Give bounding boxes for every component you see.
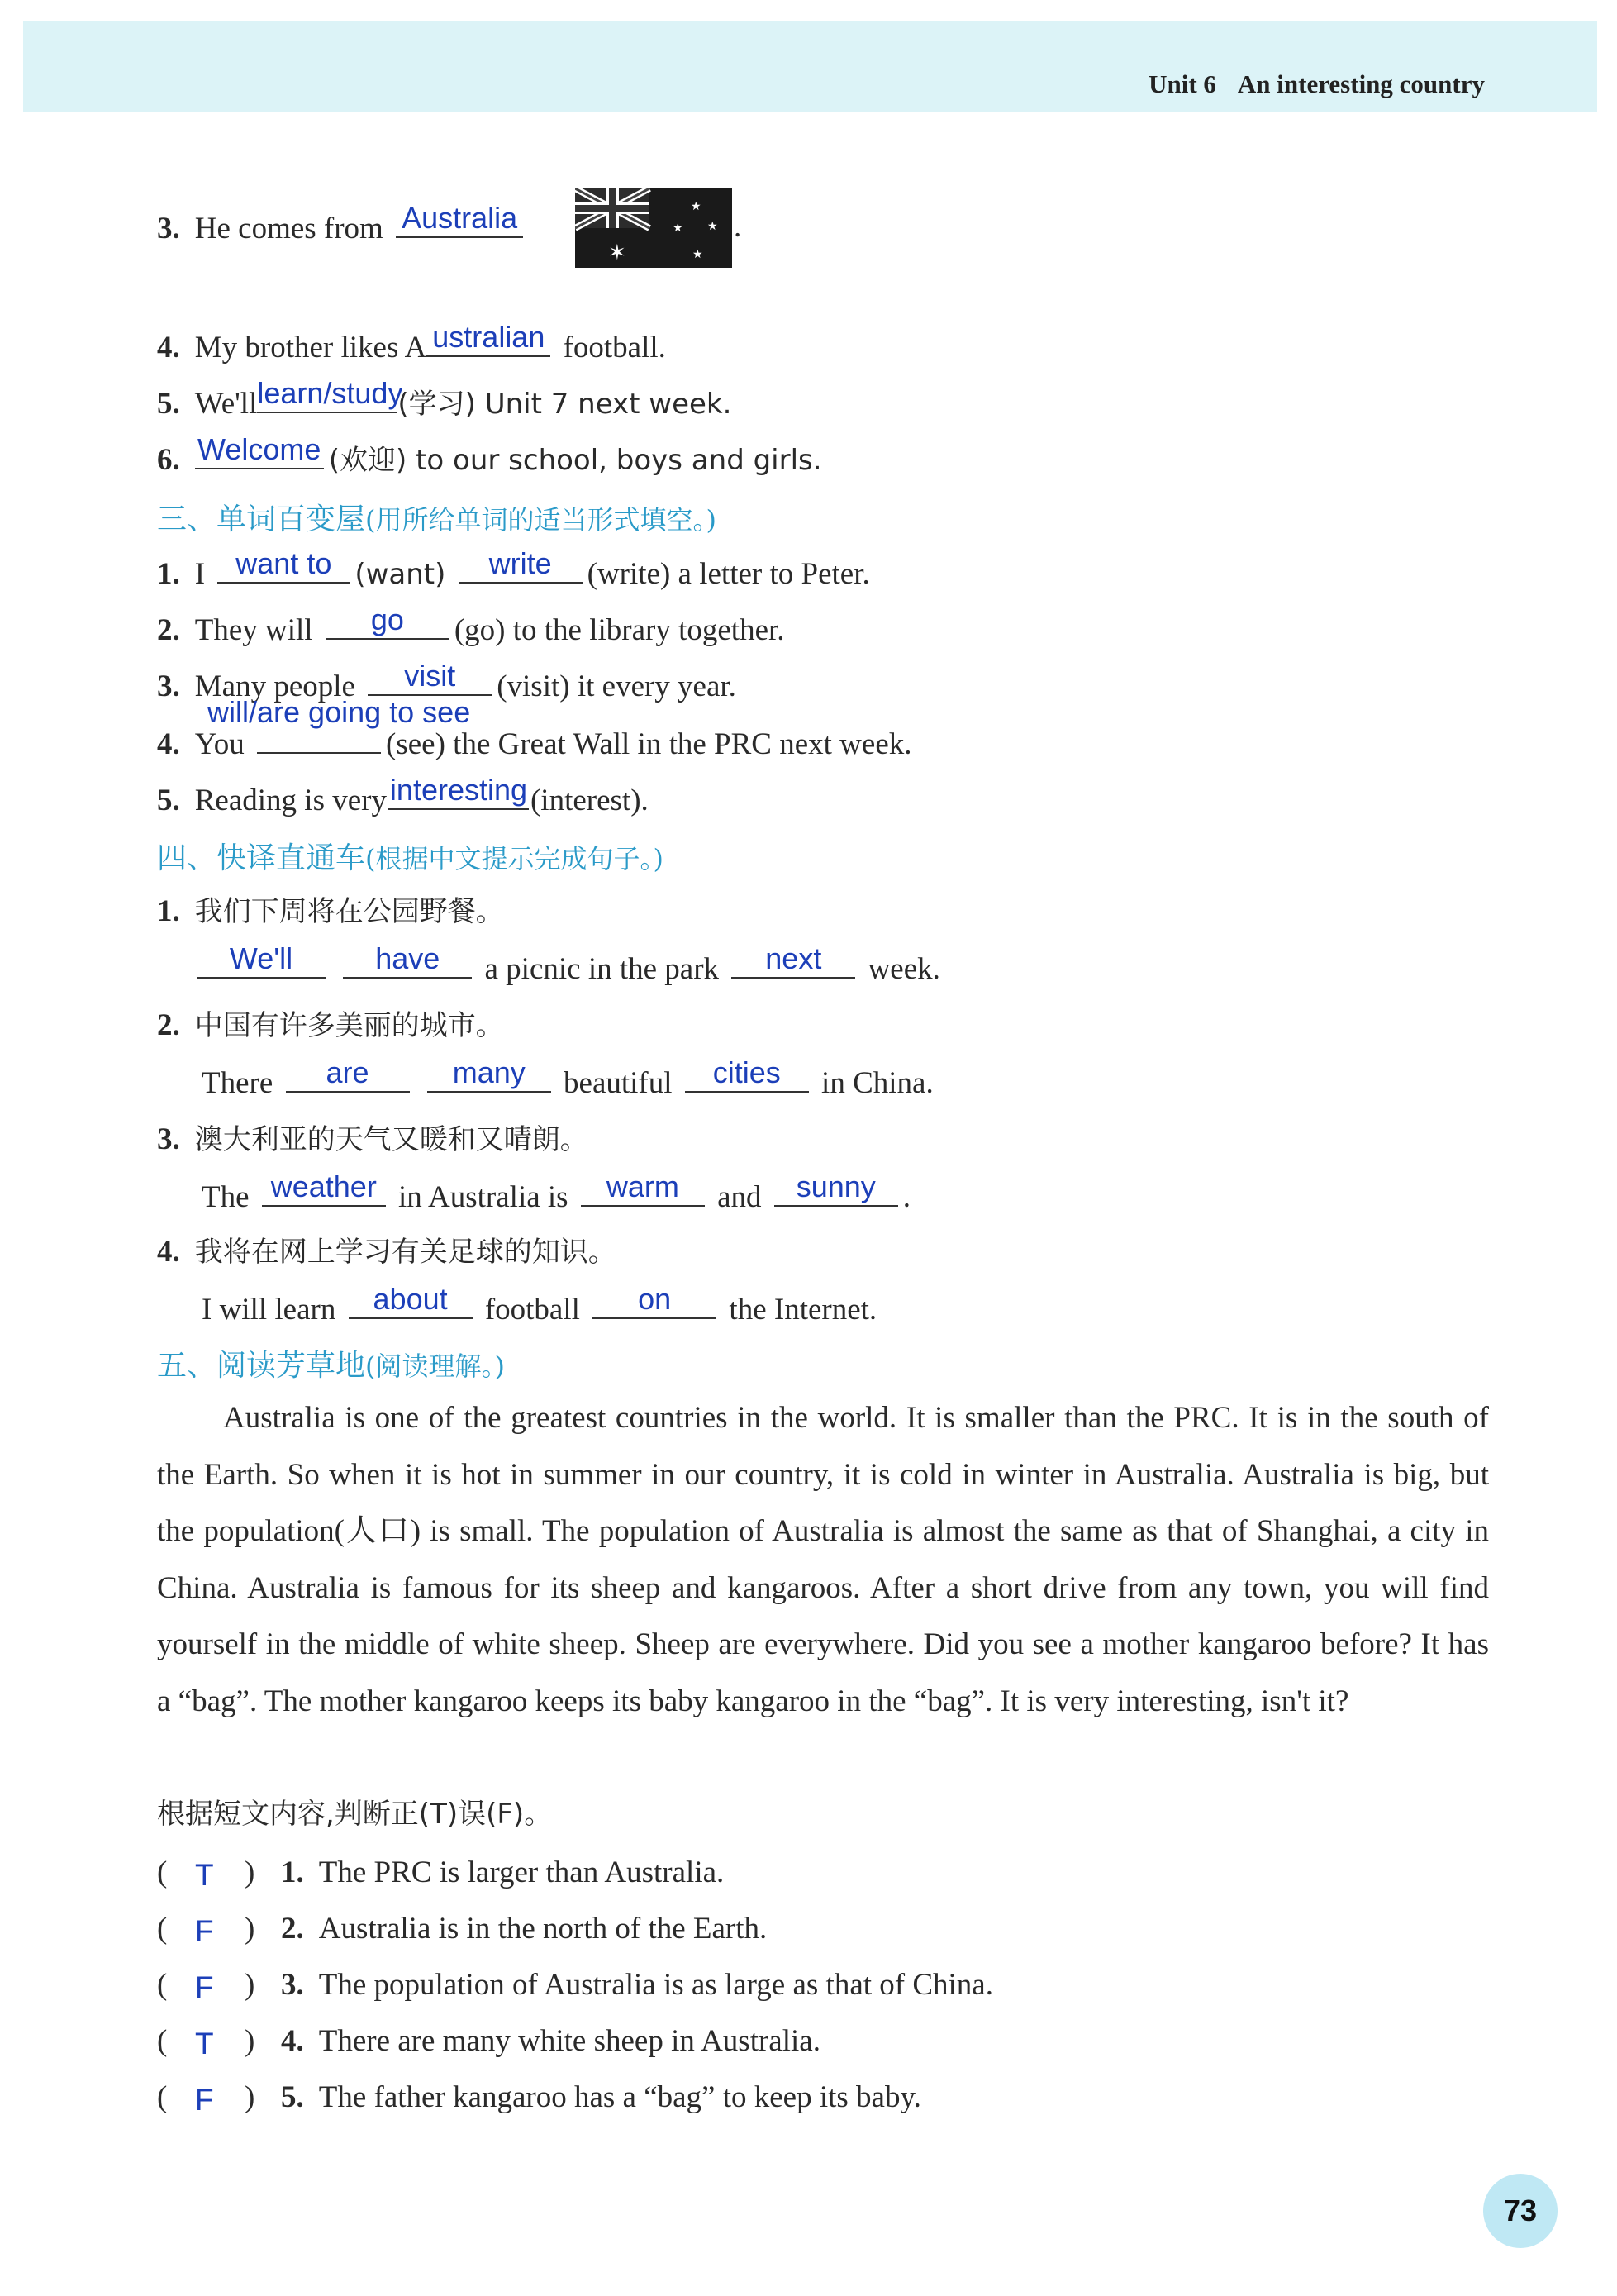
s4-item-1-zh: 1. 我们下周将在公园野餐。 [157, 894, 504, 928]
s4-item-2-en: There are many beautiful cities in China. [202, 1055, 934, 1100]
tf-item-5: ( F ) 5. The father kangaroo has a “bag” to keep its baby. [157, 2080, 921, 2117]
s3-item-4: 4. You will/are going to see (see) the Great Wall in the PRC next week. [157, 695, 912, 761]
s2-item-5: 5. We'll learn/study (学习) Unit 7 next week. [157, 376, 732, 421]
s4-item-4-zh: 4. 我将在网上学习有关足球的知识。 [157, 1235, 616, 1269]
s2-item-6: 6. Welcome (欢迎) to our school, boys and girls. [157, 432, 822, 477]
answer-blank[interactable]: next [731, 952, 855, 979]
svg-text:★: ★ [707, 220, 718, 233]
svg-text:★: ★ [692, 248, 703, 261]
section-5-title: 五、阅读芳草地(阅读理解。) [157, 1349, 505, 1383]
answer-blank[interactable]: have [343, 952, 472, 979]
s3-item-1: 1. I want to (want) write (write) a letter to Peter. [157, 546, 870, 591]
answer-blank[interactable]: weather [262, 1180, 386, 1207]
tf-item-3: ( F ) 3. The population of Australia is as large as that of China. [157, 1968, 993, 2004]
svg-text:★: ★ [673, 222, 683, 235]
svg-text:★: ★ [691, 200, 701, 213]
answer-blank[interactable]: many [427, 1066, 551, 1093]
reading-passage: Australia is one of the greatest countries in the world. It is smaller than the PRC. It is in the south of the Earth. So when it is hot in summer in our country, it is cold in winter in Australia. Australia is big, but the population(人口) is small. The population of Australia is almost the same as that of Shanghai, a city in China. Australia is famous for its sheep and kangaroos. After a short drive from any town, you will find yourself in the middle of white sheep. Sheep are everywhere. Did you see a mother kangaroo before? It has a “bag”. The mother kangaroo keeps its baby kangaroo in the “bag”. It is very interesting, isn't it? [157, 1401, 1489, 1718]
s3-item-2: 2. They will go (go) to the library together. [157, 603, 785, 647]
page-number: 73 [1483, 2174, 1558, 2248]
answer-blank[interactable]: ustralian [426, 331, 550, 357]
s4-item-2-zh: 2. 中国有许多美丽的城市。 [157, 1008, 504, 1042]
s4-item-3-zh: 3. 澳大利亚的天气又暖和又晴朗。 [157, 1122, 588, 1156]
answer-blank[interactable]: cities [685, 1066, 809, 1093]
tf-instruction: 根据短文内容,判断正(T)误(F)。 [157, 1798, 553, 1831]
answer-blank[interactable]: interesting [388, 784, 529, 810]
answer-blank[interactable]: Welcome [195, 443, 324, 469]
answer-blank[interactable]: write [459, 557, 583, 584]
s4-item-1-en: We'll have a picnic in the park next week. [197, 952, 940, 984]
answer-blank[interactable]: warm [581, 1180, 705, 1207]
unit-label: Unit 6 [1149, 69, 1216, 98]
australia-flag-icon [575, 188, 732, 268]
answer-blank[interactable]: Australia [396, 212, 523, 238]
answer-blank[interactable]: We'll [197, 952, 326, 979]
s3-item-3: 3. Many people visit (visit) it every year. [157, 659, 736, 703]
section-3-title: 三、单词百变屋(用所给单词的适当形式填空。) [157, 503, 716, 536]
answer-blank[interactable]: want to [217, 557, 350, 584]
answer-blank[interactable]: go [326, 613, 449, 640]
s4-item-4-en: I will learn about football on the Internet. [202, 1282, 877, 1327]
unit-header [1149, 69, 1485, 99]
answer-blank[interactable]: are [286, 1066, 410, 1093]
answer-blank[interactable]: sunny [774, 1180, 898, 1207]
tf-item-1: ( T ) 1. The PRC is larger than Australia. [157, 1855, 725, 1892]
unit-title: An interesting country [1237, 69, 1485, 98]
s2-item-3: 3. He comes from Australia [157, 212, 528, 244]
answer-blank[interactable]: visit [368, 669, 492, 696]
svg-text:✶: ✶ [608, 241, 626, 265]
s4-item-3-en: The weather in Australia is warm and sunny . [202, 1169, 911, 1214]
answer-blank[interactable]: will/are going to see [257, 727, 381, 754]
s2-item-3-end: . [734, 210, 742, 244]
section-4-title: 四、快译直通车(根据中文提示完成句子。) [157, 841, 663, 875]
s3-item-5: 5. Reading is very interesting (interest). [157, 773, 649, 817]
answer-blank[interactable]: on [592, 1293, 716, 1319]
s2-item-4: 4. My brother likes A ustralian football. [157, 320, 666, 364]
answer-blank[interactable]: learn/study [257, 387, 397, 413]
tf-item-2: ( F ) 2. Australia is in the north of the Earth. [157, 1912, 768, 1948]
answer-blank[interactable]: about [349, 1293, 473, 1319]
tf-item-4: ( T ) 4. There are many white sheep in Australia. [157, 2024, 820, 2060]
